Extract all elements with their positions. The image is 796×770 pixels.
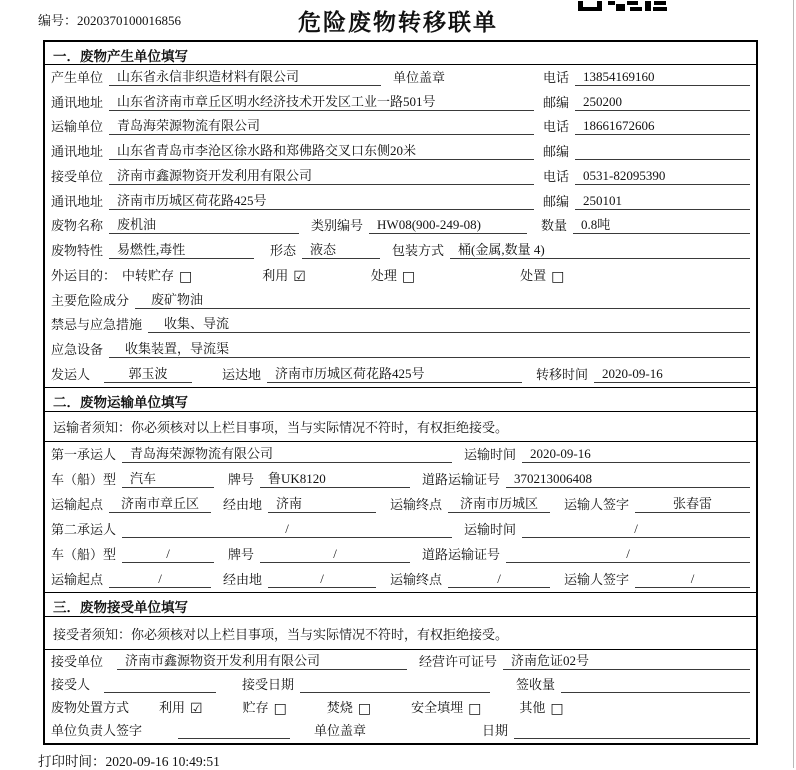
purpose-option-dispose-label: 处置 bbox=[520, 267, 547, 283]
responsible-sign-value bbox=[178, 725, 290, 739]
disposal-utilize-label: 利用 bbox=[159, 700, 186, 715]
row-receiver bbox=[45, 164, 756, 189]
disposal-landfill-label: 安全填埋 bbox=[411, 700, 464, 715]
waste-pack-label: 包装方式 bbox=[392, 243, 445, 259]
row-carrier2-route bbox=[45, 567, 756, 592]
producer-label: 产生单位 bbox=[51, 69, 104, 85]
carrier1-license-label: 道路运输证号 bbox=[422, 472, 501, 487]
transporter-tel-value: 18661672606 bbox=[575, 118, 750, 135]
document-number-value: 2020370100016856 bbox=[77, 13, 182, 28]
row-carrier2 bbox=[45, 517, 756, 542]
producer-addr-value: 山东省济南市章丘区明水经济技术开发区工业一路501号 bbox=[109, 91, 534, 111]
purpose-option-transfer-storage-label: 中转贮存 bbox=[122, 267, 175, 283]
row-carrier1 bbox=[45, 442, 756, 467]
utilize-checkbox: ☑ bbox=[293, 268, 306, 285]
row-dispatch bbox=[45, 362, 756, 387]
destination-label: 运达地 bbox=[222, 366, 262, 382]
transporter-tel-label: 电话 bbox=[542, 119, 569, 135]
disposal-other-label: 其他 bbox=[519, 700, 546, 715]
sign-date-value bbox=[514, 725, 750, 739]
section3-rows bbox=[45, 650, 756, 743]
carrier1-label: 第一承运人 bbox=[51, 447, 117, 462]
section1-title: 一．废物产生单位填写 bbox=[45, 42, 756, 65]
transfer-manifest-form bbox=[43, 40, 758, 745]
disposal-storage-label: 贮存 bbox=[242, 700, 269, 715]
receiver-label: 接受单位 bbox=[51, 168, 104, 184]
waste-prop-value: 易燃性,毒性 bbox=[109, 239, 254, 259]
carrier1-sign-value: 张春雷 bbox=[635, 493, 750, 513]
carrier1-time-value: 2020-09-16 bbox=[522, 446, 750, 463]
row-accept-person bbox=[45, 674, 756, 697]
carrier2-license-value: / bbox=[506, 546, 750, 563]
purpose-option-utilize bbox=[262, 265, 306, 284]
carrier2-time-label: 运输时间 bbox=[464, 522, 517, 537]
producer-tel-label: 电话 bbox=[543, 69, 570, 85]
equip-label: 应急设备 bbox=[51, 342, 104, 358]
qr-code-icon bbox=[578, 0, 670, 11]
transporter-label: 运输单位 bbox=[51, 119, 104, 135]
disposal-other-checkbox: □ bbox=[550, 701, 564, 717]
carrier2-sign-value: / bbox=[635, 571, 750, 588]
transporter-addr-value: 山东省青岛市李沧区徐水路和郑佛路交叉口东侧20米 bbox=[109, 140, 534, 160]
purpose-option-treat-label: 处理 bbox=[370, 267, 397, 283]
carrier1-from-value: 济南市章丘区 bbox=[109, 493, 211, 513]
row-receiver-address bbox=[45, 189, 756, 214]
print-time-label: 打印时间： bbox=[38, 754, 106, 769]
section3-note: 接受者须知：你必须核对以上栏目事项，当与实际情况不符时，有权拒绝接受。 bbox=[45, 617, 756, 650]
carrier1-plate-value: 鲁UK8120 bbox=[260, 468, 410, 488]
taboo-label: 禁忌与应急措施 bbox=[51, 317, 143, 333]
carrier2-value: / bbox=[122, 521, 452, 538]
purpose-option-dispose bbox=[520, 265, 564, 284]
row-purpose bbox=[45, 263, 756, 288]
carrier1-from-label: 运输起点 bbox=[51, 497, 104, 512]
purpose-label: 外运目的： bbox=[51, 267, 117, 283]
waste-pack-value: 桶(金属,数量 4) bbox=[450, 239, 750, 259]
disposal-storage-checkbox: □ bbox=[273, 701, 287, 717]
producer-tel-value: 13854169160 bbox=[575, 69, 750, 86]
row-hazard-component bbox=[45, 288, 756, 313]
carrier1-plate-label: 牌号 bbox=[228, 472, 255, 487]
receiver-tel-label: 电话 bbox=[542, 168, 569, 184]
license-no-value: 济南危证02号 bbox=[503, 650, 750, 670]
transporter-value: 青岛海荣源物流有限公司 bbox=[109, 115, 534, 135]
carrier2-time-value: / bbox=[522, 521, 750, 538]
carrier2-plate-value: / bbox=[260, 546, 410, 563]
section3-title: 三．废物接受单位填写 bbox=[45, 592, 756, 617]
waste-qty-value: 0.8吨 bbox=[573, 214, 750, 234]
receiver-tel-value: 0531-82095390 bbox=[575, 168, 750, 185]
disposal-option-other bbox=[519, 697, 563, 716]
section2-title: 二．废物运输单位填写 bbox=[45, 387, 756, 412]
row-taboo-measures bbox=[45, 313, 756, 338]
waste-form-value: 液态 bbox=[302, 239, 380, 259]
accept-unit-label: 接受单位 bbox=[51, 654, 104, 669]
disposal-option-landfill bbox=[411, 697, 481, 716]
carrier2-vehicle-value: / bbox=[122, 546, 214, 563]
carrier1-via-value: 济南 bbox=[268, 493, 376, 513]
accept-person-label: 接受人 bbox=[51, 677, 91, 692]
purpose-option-treat bbox=[371, 265, 415, 284]
receiver-value: 济南市鑫源物资开发利用有限公司 bbox=[109, 165, 534, 185]
dispatcher-value: 郭玉波 bbox=[104, 363, 192, 383]
carrier1-vehicle-label: 车（船）型 bbox=[51, 472, 117, 487]
waste-name-label: 废物名称 bbox=[51, 218, 104, 234]
waste-qty-label: 数量 bbox=[541, 218, 568, 234]
row-producer bbox=[45, 65, 756, 90]
row-carrier2-vehicle bbox=[45, 542, 756, 567]
transfer-time-label: 转移时间 bbox=[536, 366, 589, 382]
treat-checkbox: □ bbox=[401, 268, 416, 285]
row-transporter-address bbox=[45, 139, 756, 164]
dispatcher-label: 发运人 bbox=[51, 366, 91, 382]
producer-zip-value: 250200 bbox=[575, 94, 750, 111]
section1-rows bbox=[45, 65, 756, 387]
carrier2-via-value: / bbox=[268, 571, 376, 588]
accept-unit-value: 济南市鑫源物资开发利用有限公司 bbox=[117, 650, 407, 670]
receiver-zip-label: 邮编 bbox=[542, 193, 569, 209]
receiver-zip-value: 250101 bbox=[575, 193, 750, 210]
waste-name-value: 废机油 bbox=[109, 214, 299, 234]
row-disposal-method bbox=[45, 697, 756, 720]
page-title: 危险废物转移联单 bbox=[298, 10, 498, 35]
carrier2-to-label: 运输终点 bbox=[390, 572, 443, 587]
taboo-value: 收集、导流 bbox=[148, 313, 750, 333]
receiver-addr-label: 通讯地址 bbox=[51, 193, 104, 209]
carrier1-via-label: 经由地 bbox=[223, 497, 263, 512]
disposal-incinerate-checkbox: □ bbox=[357, 701, 372, 717]
accept-date-label: 接受日期 bbox=[242, 677, 295, 692]
transporter-zip-label: 邮编 bbox=[542, 144, 569, 160]
carrier1-time-label: 运输时间 bbox=[464, 447, 517, 462]
row-waste-name bbox=[45, 214, 756, 239]
row-transporter bbox=[45, 115, 756, 140]
carrier2-label: 第二承运人 bbox=[51, 522, 117, 537]
equip-value: 收集装置，导流渠 bbox=[109, 338, 750, 358]
carrier1-to-value: 济南市历城区 bbox=[448, 493, 550, 513]
sign-qty-label: 签收量 bbox=[516, 677, 556, 692]
responsible-sign-label: 单位负责人签字 bbox=[51, 723, 143, 738]
hazard-value: 废矿物油 bbox=[135, 289, 750, 309]
waste-prop-label: 废物特性 bbox=[51, 243, 104, 259]
unit-seal-label: 单位盖章 bbox=[314, 723, 367, 738]
sign-date-label: 日期 bbox=[482, 723, 509, 738]
carrier1-vehicle-value: 汽车 bbox=[122, 468, 214, 488]
document-number-label: 编号： bbox=[38, 13, 78, 28]
purpose-option-transfer-storage bbox=[122, 265, 192, 284]
hazard-label: 主要危险成分 bbox=[51, 292, 130, 308]
accept-person-value bbox=[104, 679, 216, 693]
disposal-landfill-checkbox: □ bbox=[468, 701, 482, 717]
transporter-zip-value bbox=[575, 146, 750, 160]
print-time-value: 2020-09-16 10:49:51 bbox=[105, 754, 220, 769]
receiver-addr-value: 济南市历城区荷花路425号 bbox=[109, 190, 534, 210]
carrier1-license-value: 370213006408 bbox=[506, 471, 750, 488]
row-responsible-signature bbox=[45, 720, 756, 743]
transfer-storage-checkbox: □ bbox=[179, 268, 193, 285]
carrier2-sign-label: 运输人签字 bbox=[564, 572, 630, 587]
carrier2-license-label: 道路运输证号 bbox=[422, 547, 501, 562]
carrier2-from-label: 运输起点 bbox=[51, 572, 104, 587]
transfer-time-value: 2020-09-16 bbox=[594, 366, 750, 383]
section2-note: 运输者须知：你必须核对以上栏目事项，当与实际情况不符时，有权拒绝接受。 bbox=[45, 412, 756, 442]
page-right-edge bbox=[793, 0, 794, 768]
row-producer-address bbox=[45, 90, 756, 115]
waste-cat-value: HW08(900-249-08) bbox=[369, 217, 527, 234]
carrier2-from-value: / bbox=[109, 571, 211, 588]
carrier2-plate-label: 牌号 bbox=[228, 547, 255, 562]
producer-value: 山东省永信非织造材料有限公司 bbox=[109, 66, 381, 86]
disposal-option-utilize bbox=[159, 697, 203, 716]
carrier2-to-value: / bbox=[448, 571, 550, 588]
disposal-option-storage bbox=[243, 697, 287, 716]
producer-addr-label: 通讯地址 bbox=[51, 94, 104, 110]
row-carrier1-route bbox=[45, 492, 756, 517]
purpose-option-utilize-label: 利用 bbox=[262, 267, 289, 283]
print-time bbox=[38, 750, 220, 770]
producer-zip-label: 邮编 bbox=[542, 94, 569, 110]
disposal-option-incinerate bbox=[327, 697, 371, 716]
dispose-checkbox: □ bbox=[551, 268, 565, 285]
carrier1-sign-label: 运输人签字 bbox=[564, 497, 630, 512]
destination-value: 济南市历城区荷花路425号 bbox=[267, 363, 522, 383]
carrier1-value: 青岛海荣源物流有限公司 bbox=[122, 443, 452, 463]
section2-rows bbox=[45, 442, 756, 592]
row-waste-property bbox=[45, 238, 756, 263]
row-carrier1-vehicle bbox=[45, 467, 756, 492]
row-accept-unit bbox=[45, 650, 756, 674]
disposal-utilize-checkbox: ☑ bbox=[190, 701, 203, 717]
producer-seal-label: 单位盖章 bbox=[393, 69, 446, 85]
sign-qty-value bbox=[561, 679, 750, 693]
disposal-incinerate-label: 焚烧 bbox=[326, 700, 353, 715]
waste-form-label: 形态 bbox=[270, 243, 297, 259]
waste-cat-label: 类别编号 bbox=[311, 218, 364, 234]
row-emergency-equipment bbox=[45, 337, 756, 362]
transporter-addr-label: 通讯地址 bbox=[51, 144, 104, 160]
accept-date-value bbox=[300, 679, 490, 693]
disposal-label: 废物处置方式 bbox=[51, 700, 130, 715]
license-no-label: 经营许可证号 bbox=[419, 654, 498, 669]
carrier2-vehicle-label: 车（船）型 bbox=[51, 547, 117, 562]
carrier1-to-label: 运输终点 bbox=[390, 497, 443, 512]
carrier2-via-label: 经由地 bbox=[223, 572, 263, 587]
